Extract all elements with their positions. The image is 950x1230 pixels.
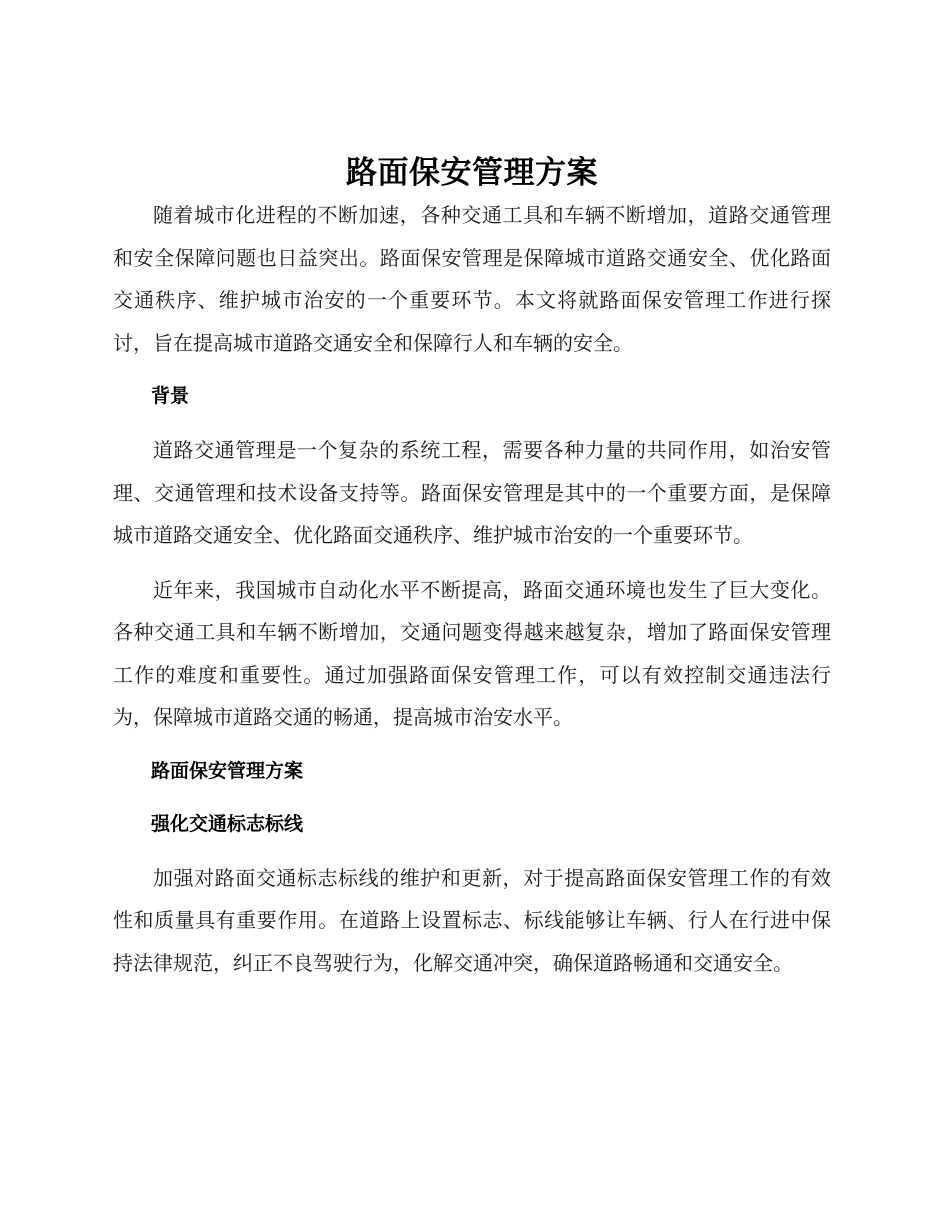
section-heading-background: 背景 [151,385,190,407]
document-title: 路面保安管理方案 [346,155,598,191]
subsection-heading-signs: 强化交通标志标线 [151,812,304,835]
signs-paragraph: 加强对路面交通标志标线的维护和更新，对于提高路面保安管理工作的有效性和质量具有重要作用。在道路上设置标志、标线能够让车辆、行人在行进中保持法律规范，纠正不良驾驶行为，化解交通冲突，确保道路畅通和交通安全。 [113,865,831,975]
document-body [113,150,831,984]
intro-paragraph: 随着城市化进程的不断加速，各种交通工具和车辆不断增加，道路交通管理和安全保障问题也日益突出。路面保安管理是保障城市道路交通安全、优化路面交通秩序、维护城市治安的一个重要环节。本文将就路面保安管理工作进行探讨，旨在提高城市道路交通安全和保障行人和车辆的安全。 [113,203,831,355]
background-paragraph-1: 道路交通管理是一个复杂的系统工程，需要各种力量的共同作用，如治安管理、交通管理和技术设备支持等。路面保安管理是其中的一个重要方面，是保障城市道路交通安全、优化路面交通秩序、维护城市治安的一个重要环节。 [113,438,831,547]
section-heading-plan: 路面保安管理方案 [151,759,304,782]
background-paragraph-2: 近年来，我国城市自动化水平不断提高，路面交通环境也发生了巨大变化。各种交通工具和车辆不断增加，交通问题变得越来越复杂，增加了路面保安管理工作的难度和重要性。通过加强路面保安管理工作，可以有效控制交通违法行为，保障城市道路交通的畅通，提高城市治安水平。 [113,577,831,729]
